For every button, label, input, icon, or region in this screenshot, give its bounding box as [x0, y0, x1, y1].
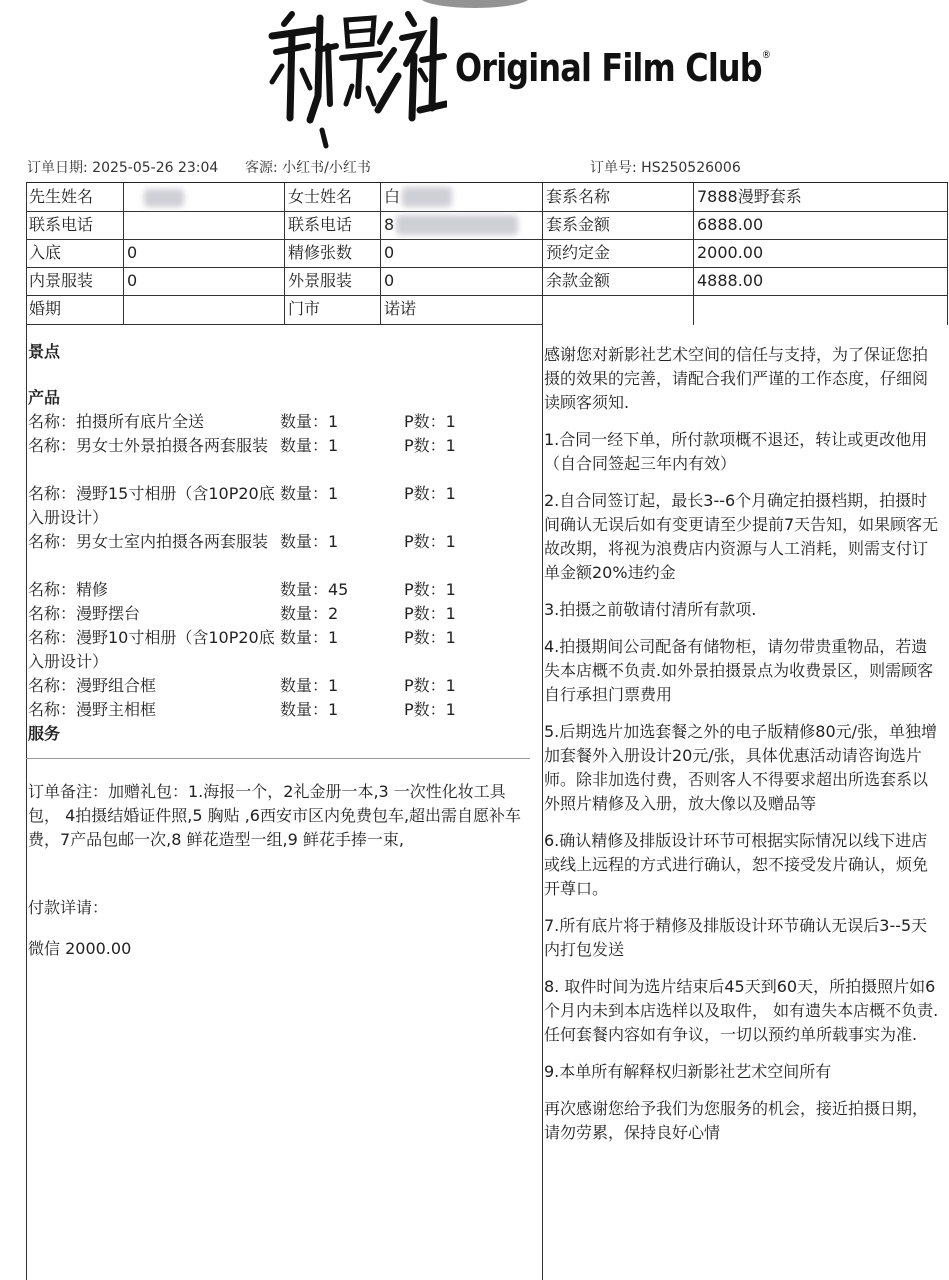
bride-phone-value: 8 — [384, 215, 395, 234]
package-amount-value: 6888.00 — [697, 215, 764, 234]
left-border — [26, 323, 27, 1280]
product-row — [28, 410, 538, 434]
customer-notice — [544, 343, 942, 1158]
product-row — [28, 578, 538, 602]
store-value: 诺诺 — [384, 299, 417, 318]
retouch-count-label: 精修张数 — [288, 243, 353, 262]
groom-name-label: 先生姓名 — [29, 187, 94, 206]
product-row — [28, 482, 538, 530]
redacted-bride-name — [402, 187, 452, 207]
product-page-count: P数：1 — [404, 700, 456, 719]
base-value: 0 — [127, 243, 138, 262]
registered-mark: ® — [761, 48, 771, 61]
redacted-bride-phone — [396, 215, 518, 235]
notice-term: 6.确认精修及排版设计环节可根据实际情况以线下进店或线上远程的方式进行确认，恕不接受发片确认，烦免开尊口。 — [544, 831, 929, 898]
bride-name-label: 女士姓名 — [288, 187, 353, 206]
product-row — [28, 674, 538, 698]
section-service: 服务 — [28, 724, 61, 743]
notice-closing: 再次感谢您给予我们为您服务的机会，接近拍摄日期，请勿劳累，保持良好心情 — [544, 1099, 929, 1142]
section-scenic: 景点 — [28, 342, 61, 361]
notice-term: 8. 取件时间为选片结束后45天到60天，所拍摄照片如6个月内未到本店选样以及取件， 如有遗失本店概不负责.任何套餐内容如有争议，一切以预约单所载事实为准. — [544, 977, 939, 1044]
product-name: 名称：拍摄所有底片全送 — [28, 412, 205, 431]
order-info-table — [26, 182, 948, 325]
retouch-count-value: 0 — [384, 243, 395, 262]
product-row — [28, 626, 538, 674]
product-quantity: 数量：1 — [280, 484, 339, 503]
notice-term: 1.合同一经下单，所付款项概不退还，转让或更改他用（自合同签起三年内有效） — [544, 430, 928, 473]
notice-intro: 感谢您对新影社艺术空间的信任与支持，为了保证您拍摄的效果的完善，请配合我们严谨的工作态度，仔细阅读顾客须知. — [544, 345, 929, 412]
wedding-date-label: 婚期 — [29, 299, 62, 318]
indoor-costume-label: 内景服装 — [29, 271, 94, 290]
package-amount-label: 套系金额 — [546, 215, 611, 234]
product-page-count: P数：1 — [404, 532, 456, 551]
product-page-count: P数：1 — [404, 628, 456, 647]
product-name: 名称：漫野主相框 — [28, 700, 157, 719]
product-page-count: P数：1 — [404, 604, 456, 623]
product-quantity: 数量：1 — [280, 532, 339, 551]
notice-term: 9.本单所有解释权归新影社艺术空间所有 — [544, 1062, 832, 1081]
notice-term: 5.后期选片加选套餐之外的电子版精修80元/张，单独增加套餐外入册设计20元/张，具体优惠活动请咨询选片师。除非加选付费，否则客人不得要求超出所选套系以外照片精修及入册，放大像以及赠品等 — [544, 722, 938, 813]
column-divider — [542, 323, 543, 1280]
product-name: 名称：漫野组合框 — [28, 676, 157, 695]
base-label: 入底 — [29, 243, 62, 262]
outdoor-costume-label: 外景服装 — [288, 271, 353, 290]
product-page-count: P数：1 — [404, 436, 456, 455]
product-page-count: P数：1 — [404, 412, 456, 431]
product-row — [28, 434, 538, 482]
order-remarks: 订单备注：加赠礼包：1.海报一个，2礼金册一本,3 一次性化妆工具包， 4拍摄结婚证件照,5 胸贴 ,6西安市区内免费包车,超出需自愿补车费，7产品包邮一次,8 鲜花造型一组,9 鲜花手捧一束, — [28, 782, 522, 849]
notice-term: 7.所有底片将于精修及排版设计环节确认无误后3--5天内打包发送 — [544, 916, 928, 959]
product-row — [28, 698, 538, 722]
product-name: 名称：漫野10寸相册（含10P20底入册设计） — [28, 628, 275, 671]
product-quantity: 数量：1 — [280, 412, 339, 431]
product-page-count: P数：1 — [404, 676, 456, 695]
brand-logo — [262, 0, 771, 150]
notice-term: 3.拍摄之前敬请付清所有款项. — [544, 600, 757, 619]
package-name-label: 套系名称 — [546, 187, 611, 206]
calligraphy-logo-icon — [262, 0, 447, 150]
product-quantity: 数量：45 — [280, 580, 349, 599]
outdoor-costume-value: 0 — [384, 271, 395, 290]
bride-phone-label: 联系电话 — [288, 215, 353, 234]
deposit-label: 预约定金 — [546, 243, 611, 262]
store-label: 门市 — [288, 299, 321, 318]
redacted-groom-name — [144, 189, 184, 207]
product-quantity: 数量：1 — [280, 628, 339, 647]
order-source: 客源: 小红书/小红书 — [245, 160, 371, 176]
product-name: 名称：漫野摆台 — [28, 604, 141, 623]
deposit-value: 2000.00 — [697, 243, 764, 262]
order-number: 订单号: HS250526006 — [590, 160, 741, 176]
product-name: 名称：男女士外景拍摄各两套服装 — [28, 436, 269, 455]
balance-value: 4888.00 — [697, 271, 764, 290]
product-name: 名称：精修 — [28, 580, 109, 599]
payment-value: 微信 2000.00 — [28, 939, 132, 958]
product-row — [28, 602, 538, 626]
product-quantity: 数量：1 — [280, 700, 339, 719]
product-list — [28, 410, 538, 722]
package-name-value: 7888漫野套系 — [697, 187, 802, 206]
section-divider — [26, 758, 530, 759]
product-row — [28, 530, 538, 578]
brand-name: Original Film Club® — [455, 46, 771, 90]
notice-term: 4.拍摄期间公司配备有储物柜，请勿带贵重物品，若遗失本店概不负责.如外景拍摄景点为收费景区，则需顾客自行承担门票费用 — [544, 637, 934, 704]
order-date: 订单日期: 2025-05-26 23:04 — [27, 160, 219, 176]
indoor-costume-value: 0 — [127, 271, 138, 290]
product-page-count: P数：1 — [404, 580, 456, 599]
product-page-count: P数：1 — [404, 484, 456, 503]
product-quantity: 数量：1 — [280, 676, 339, 695]
groom-phone-label: 联系电话 — [29, 215, 94, 234]
order-content — [28, 340, 538, 746]
bride-name-value: 白 — [384, 187, 401, 206]
product-name: 名称：漫野15寸相册（含10P20底入册设计） — [28, 484, 275, 527]
product-quantity: 数量：1 — [280, 436, 339, 455]
payment-label: 付款详请： — [28, 898, 109, 917]
balance-label: 余款金额 — [546, 271, 611, 290]
notice-term: 2.自合同签订起，最长3--6个月确定拍摄档期，拍摄时间确认无误后如有变更请至少提前7天告知，如果顾客无故改期，将视为浪费店内资源与人工消耗，则需支付订单金额20%违约金 — [544, 491, 939, 582]
product-quantity: 数量：2 — [280, 604, 339, 623]
product-name: 名称：男女士室内拍摄各两套服装 — [28, 532, 269, 551]
section-products: 产品 — [28, 388, 61, 407]
